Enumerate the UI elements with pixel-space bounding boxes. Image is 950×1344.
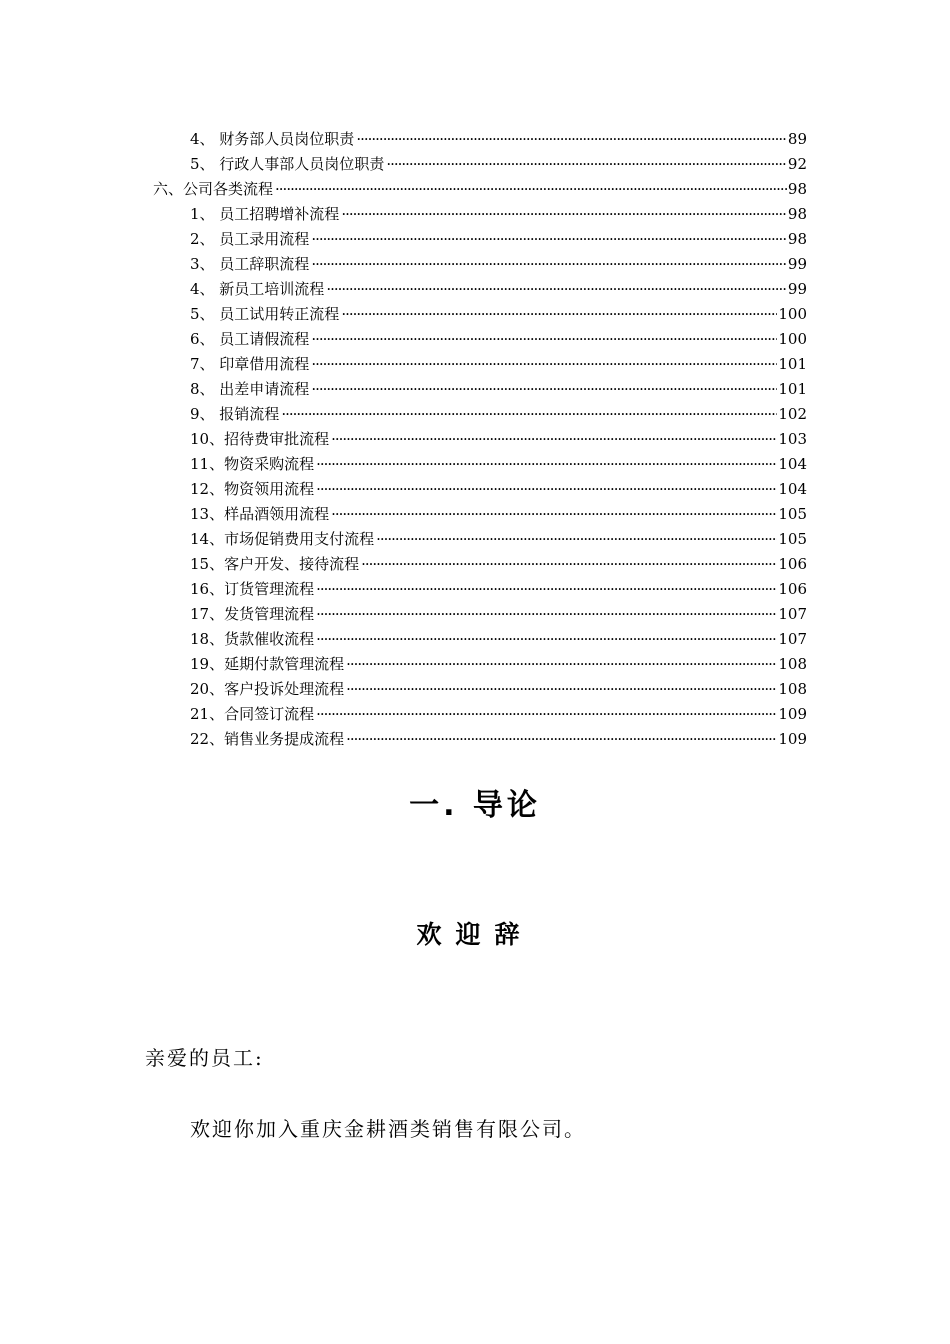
toc-entry-label: 16、订货管理流程 [190, 580, 315, 598]
toc-dot-leader [311, 329, 777, 349]
toc-entry[interactable] [190, 675, 807, 699]
toc-entry-page: 104 [778, 455, 807, 473]
toc-entry-page: 104 [778, 480, 807, 498]
toc-entry-page: 101 [778, 380, 807, 398]
toc-entry-page: 99 [787, 280, 807, 298]
toc-dot-leader [316, 604, 777, 624]
toc-entry-label: 19、延期付款管理流程 [190, 655, 345, 673]
toc-entry-page: 107 [778, 630, 807, 648]
toc-entry-page: 98 [787, 205, 807, 223]
toc-entry-page: 103 [778, 430, 807, 448]
toc-entry-label: 17、发货管理流程 [190, 605, 315, 623]
toc-entry-page: 98 [787, 180, 807, 198]
toc-entry-page: 98 [787, 230, 807, 248]
toc-entry-label: 12、物资领用流程 [190, 480, 315, 498]
toc-entry-label: 3、 员工辞职流程 [190, 255, 310, 273]
toc-entry-page: 109 [778, 705, 807, 723]
toc-entry-page: 105 [778, 530, 807, 548]
toc-entry-label: 15、客户开发、接待流程 [190, 555, 360, 573]
toc-dot-leader [316, 704, 777, 724]
toc-entry[interactable] [190, 450, 807, 474]
toc-entry-page: 100 [778, 330, 807, 348]
toc-dot-leader [376, 529, 777, 549]
toc-dot-leader [311, 379, 777, 399]
toc-entry-label: 6、 员工请假流程 [190, 330, 310, 348]
toc-dot-leader [341, 304, 777, 324]
toc-entry[interactable] [190, 325, 807, 349]
toc-entry-page: 106 [778, 555, 807, 573]
toc-entry[interactable] [190, 650, 807, 674]
toc-entry[interactable] [190, 400, 807, 424]
toc-entry[interactable] [190, 525, 807, 549]
toc-entry[interactable] [190, 200, 807, 224]
toc-entry[interactable] [190, 500, 807, 524]
toc-entry-label: 10、招待费审批流程 [190, 430, 330, 448]
toc-entry-label: 4、 新员工培训流程 [190, 280, 325, 298]
toc-entry[interactable] [190, 250, 807, 274]
toc-entry-page: 101 [778, 355, 807, 373]
toc-dot-leader [316, 629, 777, 649]
toc-dot-leader [281, 404, 777, 424]
toc-entry[interactable] [190, 550, 807, 574]
toc-entry[interactable] [153, 175, 807, 199]
toc-entry[interactable] [190, 700, 807, 724]
toc-entry-label: 11、物资采购流程 [190, 455, 315, 473]
toc-dot-leader [316, 579, 777, 599]
toc-entry-page: 105 [778, 505, 807, 523]
toc-entry[interactable] [190, 150, 807, 174]
chapter-title: 一. 导论 [409, 788, 541, 823]
toc-entry-label: 13、样品酒领用流程 [190, 505, 330, 523]
toc-dot-leader [386, 154, 787, 174]
toc-entry[interactable] [190, 275, 807, 299]
toc-entry[interactable] [190, 425, 807, 449]
toc-entry-label: 14、市场促销费用支付流程 [190, 530, 375, 548]
toc-dot-leader [275, 179, 787, 199]
toc-dot-leader [346, 679, 777, 699]
toc-entry-label: 六、公司各类流程 [153, 180, 274, 198]
toc-dot-leader [331, 504, 777, 524]
toc-dot-leader [326, 279, 787, 299]
toc-entry[interactable] [190, 125, 807, 149]
toc-entry[interactable] [190, 625, 807, 649]
toc-entry-label: 8、 出差申请流程 [190, 380, 310, 398]
toc-entry[interactable] [190, 375, 807, 399]
toc-dot-leader [311, 354, 777, 374]
toc-entry-label: 5、 行政人事部人员岗位职责 [190, 155, 385, 173]
toc-entry-page: 100 [778, 305, 807, 323]
toc-entry-label: 1、 员工招聘增补流程 [190, 205, 340, 223]
salutation: 亲爱的员工: [145, 1046, 264, 1070]
toc-dot-leader [361, 554, 777, 574]
toc-entry-page: 108 [778, 655, 807, 673]
toc-entry-page: 99 [787, 255, 807, 273]
toc-entry-page: 89 [787, 130, 807, 148]
toc-dot-leader [356, 129, 787, 149]
toc-entry-label: 9、 报销流程 [190, 405, 280, 423]
toc-entry-label: 5、 员工试用转正流程 [190, 305, 340, 323]
toc-dot-leader [316, 454, 777, 474]
toc-dot-leader [311, 254, 787, 274]
toc-entry-page: 107 [778, 605, 807, 623]
toc-dot-leader [341, 204, 787, 224]
toc-dot-leader [346, 654, 777, 674]
toc-entry-page: 92 [787, 155, 807, 173]
toc-entry[interactable] [190, 475, 807, 499]
toc-entry-label: 4、 财务部人员岗位职责 [190, 130, 355, 148]
toc-entry-page: 109 [778, 730, 807, 748]
toc-entry-page: 106 [778, 580, 807, 598]
welcome-heading: 欢迎辞 [416, 920, 534, 949]
toc-entry[interactable] [190, 725, 807, 749]
toc-entry[interactable] [190, 300, 807, 324]
welcome-paragraph: 欢迎你加入重庆金耕酒类销售有限公司。 [190, 1117, 586, 1141]
toc-entry[interactable] [190, 225, 807, 249]
toc-entry[interactable] [190, 350, 807, 374]
toc-dot-leader [316, 479, 777, 499]
toc-entry-label: 21、合同签订流程 [190, 705, 315, 723]
toc-dot-leader [311, 229, 787, 249]
toc-entry-label: 20、客户投诉处理流程 [190, 680, 345, 698]
toc-dot-leader [346, 729, 777, 749]
toc-entry-page: 108 [778, 680, 807, 698]
toc-entry-label: 18、货款催收流程 [190, 630, 315, 648]
toc-entry-label: 2、 员工录用流程 [190, 230, 310, 248]
toc-entry[interactable] [190, 575, 807, 599]
toc-dot-leader [331, 429, 777, 449]
toc-entry-page: 102 [778, 405, 807, 423]
toc-entry-label: 7、 印章借用流程 [190, 355, 310, 373]
toc-entry[interactable] [190, 600, 807, 624]
toc-entry-label: 22、销售业务提成流程 [190, 730, 345, 748]
